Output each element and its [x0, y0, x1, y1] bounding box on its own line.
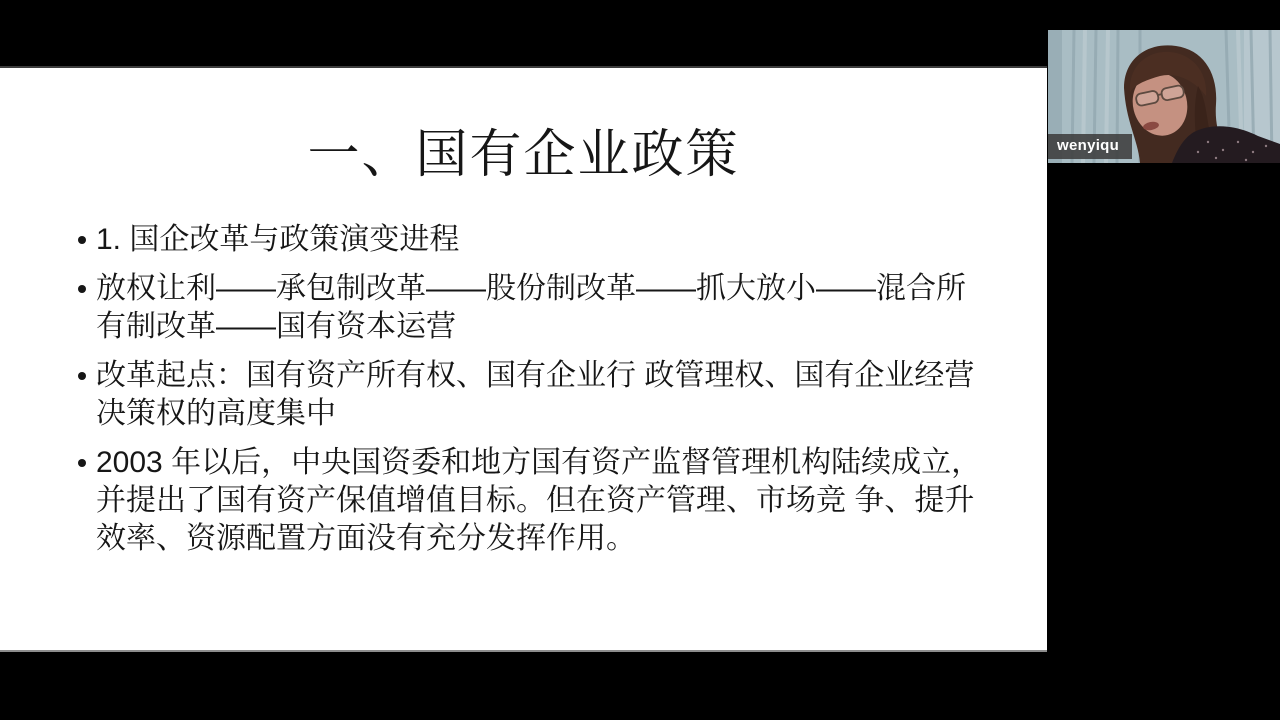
bullet-text: 2003 年以后，中央国资委和地方国有资产监督管理机构陆续成立，并提出了国有资产保值增值目标。但在资产管理、市场竞 争、提升效率、资源配置方面没有充分发挥作用。 [96, 446, 982, 555]
slide-bullet-list [0, 221, 1047, 558]
bullet-text: 放权让利——承包制改革——股份制改革——抓大放小——混合所有制改革——国有资本运营 [96, 272, 966, 343]
bullet-item [78, 444, 985, 558]
webcam-video [1048, 30, 1280, 163]
shared-slide [0, 66, 1047, 652]
bullet-dot-icon [78, 459, 86, 467]
slide-title: 一、国有企业政策 [307, 126, 740, 184]
bullet-dot-icon [78, 236, 86, 244]
bullet-item [78, 357, 985, 433]
participant-name-label: wenyiqu [1048, 134, 1132, 159]
bullet-text: 改革起点：国有资产所有权、国有企业行 政管理权、国有企业经营决策权的高度集中 [96, 359, 975, 430]
bullet-item [78, 221, 985, 259]
bullet-dot-icon [78, 285, 86, 293]
webcam-tile[interactable] [1048, 0, 1280, 170]
bullet-text: 1. 国企改革与政策演变进程 [96, 223, 460, 256]
bullet-item [78, 270, 985, 346]
bullet-dot-icon [78, 372, 86, 380]
